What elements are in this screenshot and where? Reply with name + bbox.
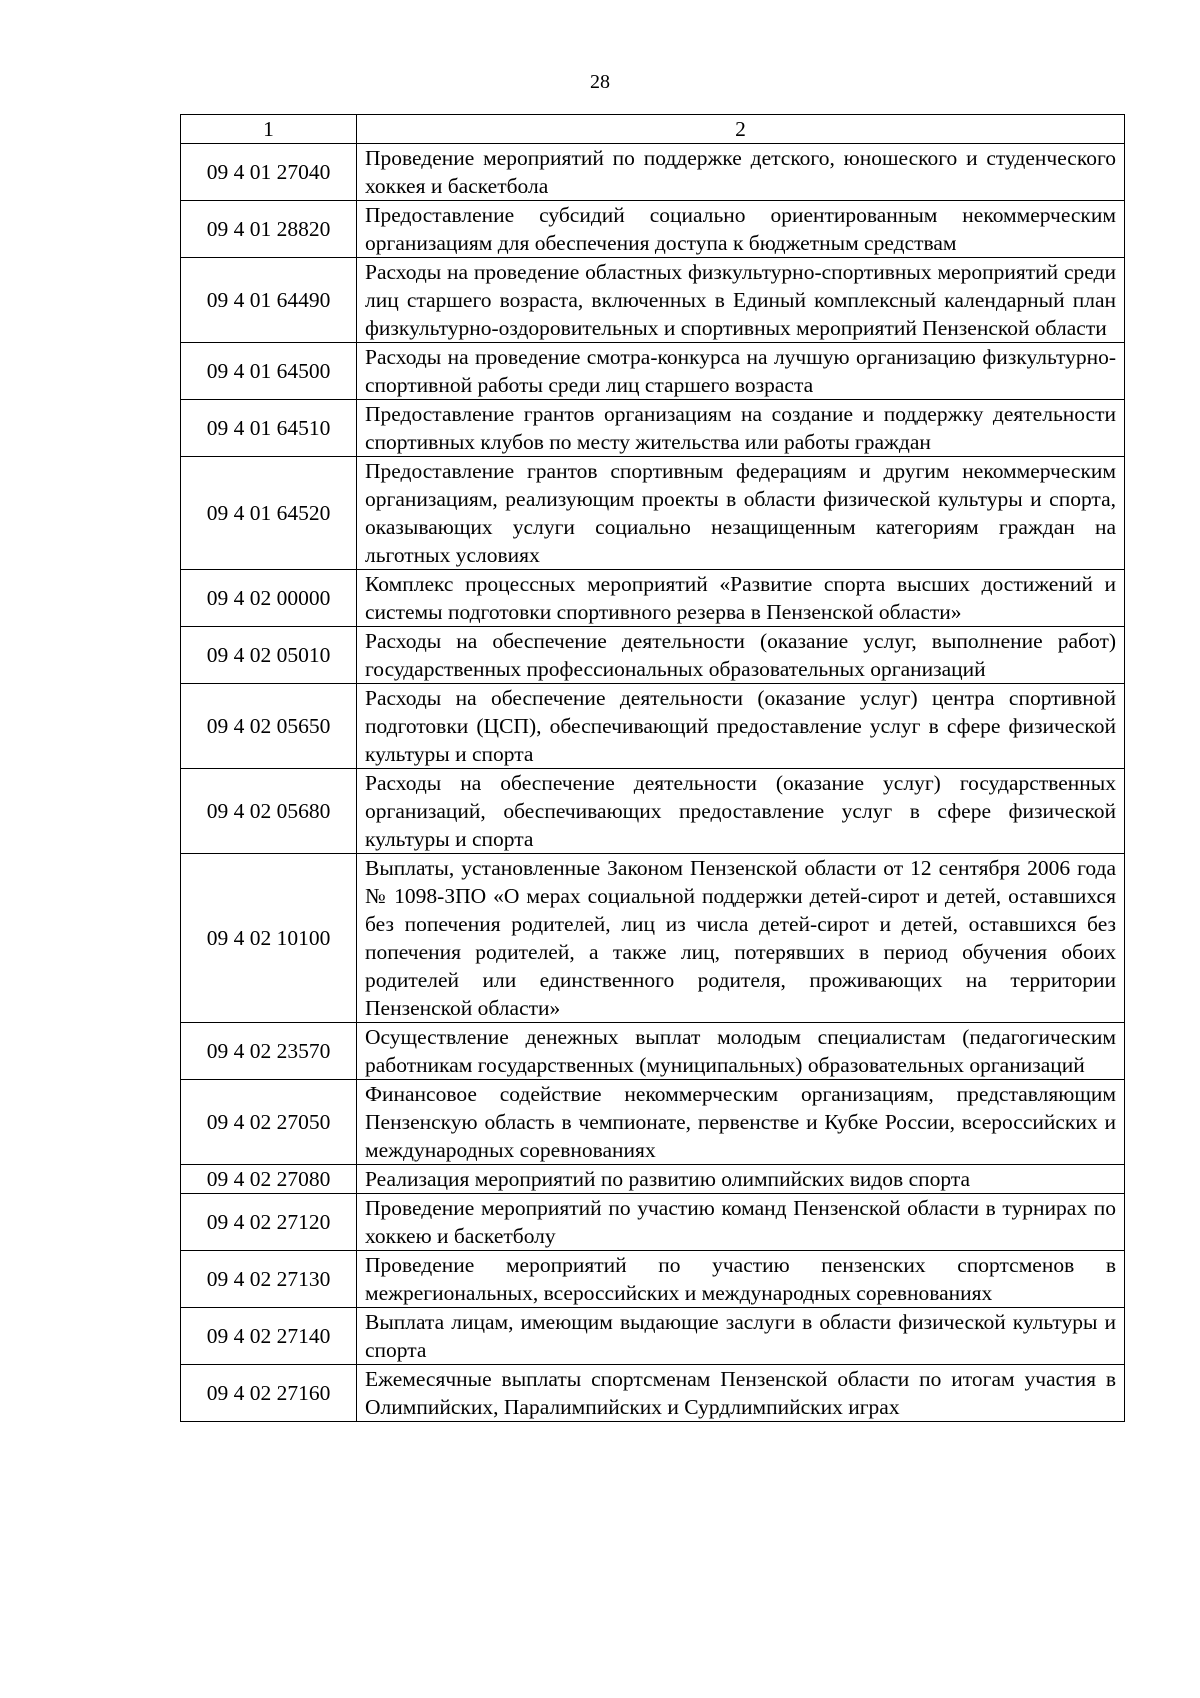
row-code: 09 4 02 27050 <box>181 1080 357 1165</box>
row-code: 09 4 01 64520 <box>181 457 357 570</box>
row-code: 09 4 02 27160 <box>181 1365 357 1422</box>
row-description: Расходы на обеспечение деятельности (оказание услуг, выполнение работ) государственных профессиональных образовательных организаций <box>357 627 1125 684</box>
table-row <box>181 1023 1125 1080</box>
table-row <box>181 1194 1125 1251</box>
table-header-row <box>181 115 1125 144</box>
column-header-1: 1 <box>181 115 357 144</box>
row-code: 09 4 02 27140 <box>181 1308 357 1365</box>
row-code: 09 4 02 05680 <box>181 769 357 854</box>
table-row <box>181 400 1125 457</box>
table-row <box>181 1308 1125 1365</box>
table-row <box>181 684 1125 769</box>
row-code: 09 4 01 64510 <box>181 400 357 457</box>
row-description: Реализация мероприятий по развитию олимпийских видов спорта <box>357 1165 1125 1194</box>
row-description: Расходы на обеспечение деятельности (оказание услуг) центра спортивной подготовки (ЦСП), обеспечивающий предоставление услуг в сфере физической культуры и спорта <box>357 684 1125 769</box>
row-code: 09 4 02 00000 <box>181 570 357 627</box>
table-row <box>181 457 1125 570</box>
table-row <box>181 1251 1125 1308</box>
row-description: Ежемесячные выплаты спортсменам Пензенской области по итогам участия в Олимпийских, Паралимпийских и Сурдлимпийских играх <box>357 1365 1125 1422</box>
row-code: 09 4 02 10100 <box>181 854 357 1023</box>
row-description: Осуществление денежных выплат молодым специалистам (педагогическим работникам государственных (муниципальных) образовательных организаций <box>357 1023 1125 1080</box>
row-code: 09 4 02 27120 <box>181 1194 357 1251</box>
table-row <box>181 570 1125 627</box>
table-row <box>181 854 1125 1023</box>
table-row <box>181 201 1125 258</box>
row-code: 09 4 01 28820 <box>181 201 357 258</box>
row-code: 09 4 02 05010 <box>181 627 357 684</box>
row-description: Предоставление субсидий социально ориентированным некоммерческим организациям для обеспечения доступа к бюджетным средствам <box>357 201 1125 258</box>
row-description: Расходы на проведение смотра-конкурса на лучшую организацию физкультурно-спортивной работы среди лиц старшего возраста <box>357 343 1125 400</box>
table-row <box>181 769 1125 854</box>
table-row <box>181 1165 1125 1194</box>
row-code: 09 4 02 23570 <box>181 1023 357 1080</box>
table-row <box>181 144 1125 201</box>
row-code: 09 4 02 05650 <box>181 684 357 769</box>
row-description: Расходы на обеспечение деятельности (оказание услуг) государственных организаций, обеспечивающих предоставление услуг в сфере физической культуры и спорта <box>357 769 1125 854</box>
row-description: Проведение мероприятий по участию пензенских спортсменов в межрегиональных, всероссийских и международных соревнованиях <box>357 1251 1125 1308</box>
table-row <box>181 1365 1125 1422</box>
row-code: 09 4 02 27080 <box>181 1165 357 1194</box>
row-description: Проведение мероприятий по поддержке детского, юношеского и студенческого хоккея и баскетбола <box>357 144 1125 201</box>
table-row <box>181 258 1125 343</box>
row-code: 09 4 02 27130 <box>181 1251 357 1308</box>
page-number: 28 <box>590 71 610 93</box>
row-description: Проведение мероприятий по участию команд Пензенской области в турнирах по хоккею и баскетболу <box>357 1194 1125 1251</box>
table-row <box>181 1080 1125 1165</box>
row-description: Предоставление грантов организациям на создание и поддержку деятельности спортивных клубов по месту жительства или работы граждан <box>357 400 1125 457</box>
row-description: Предоставление грантов спортивным федерациям и другим некоммерческим организациям, реализующим проекты в области физической культуры и спорта, оказывающих услуги социально незащищенным категориям граждан на льготных условиях <box>357 457 1125 570</box>
column-header-2: 2 <box>357 115 1125 144</box>
budget-code-table <box>180 114 1125 1422</box>
row-description: Выплаты, установленные Законом Пензенской области от 12 сентября 2006 года № 1098-ЗПО «О мерах социальной поддержки детей-сирот и детей, оставшихся без попечения родителей, лиц из числа детей-сирот и детей, оставшихся без попечения родителей, а также лиц, потерявших в период обучения обоих родителей или единственного родителя, проживающих на территории Пензенской области» <box>357 854 1125 1023</box>
row-code: 09 4 01 64490 <box>181 258 357 343</box>
row-description: Выплата лицам, имеющим выдающие заслуги в области физической культуры и спорта <box>357 1308 1125 1365</box>
row-description: Комплекс процессных мероприятий «Развитие спорта высших достижений и системы подготовки спортивного резерва в Пензенской области» <box>357 570 1125 627</box>
row-code: 09 4 01 27040 <box>181 144 357 201</box>
table-row <box>181 627 1125 684</box>
row-description: Расходы на проведение областных физкультурно-спортивных мероприятий среди лиц старшего возраста, включенных в Единый комплексный календарный план физкультурно-оздоровительных и спортивных мероприятий Пензенской области <box>357 258 1125 343</box>
table-row <box>181 343 1125 400</box>
row-code: 09 4 01 64500 <box>181 343 357 400</box>
row-description: Финансовое содействие некоммерческим организациям, представляющим Пензенскую область в чемпионате, первенстве и Кубке России, всероссийских и международных соревнованиях <box>357 1080 1125 1165</box>
